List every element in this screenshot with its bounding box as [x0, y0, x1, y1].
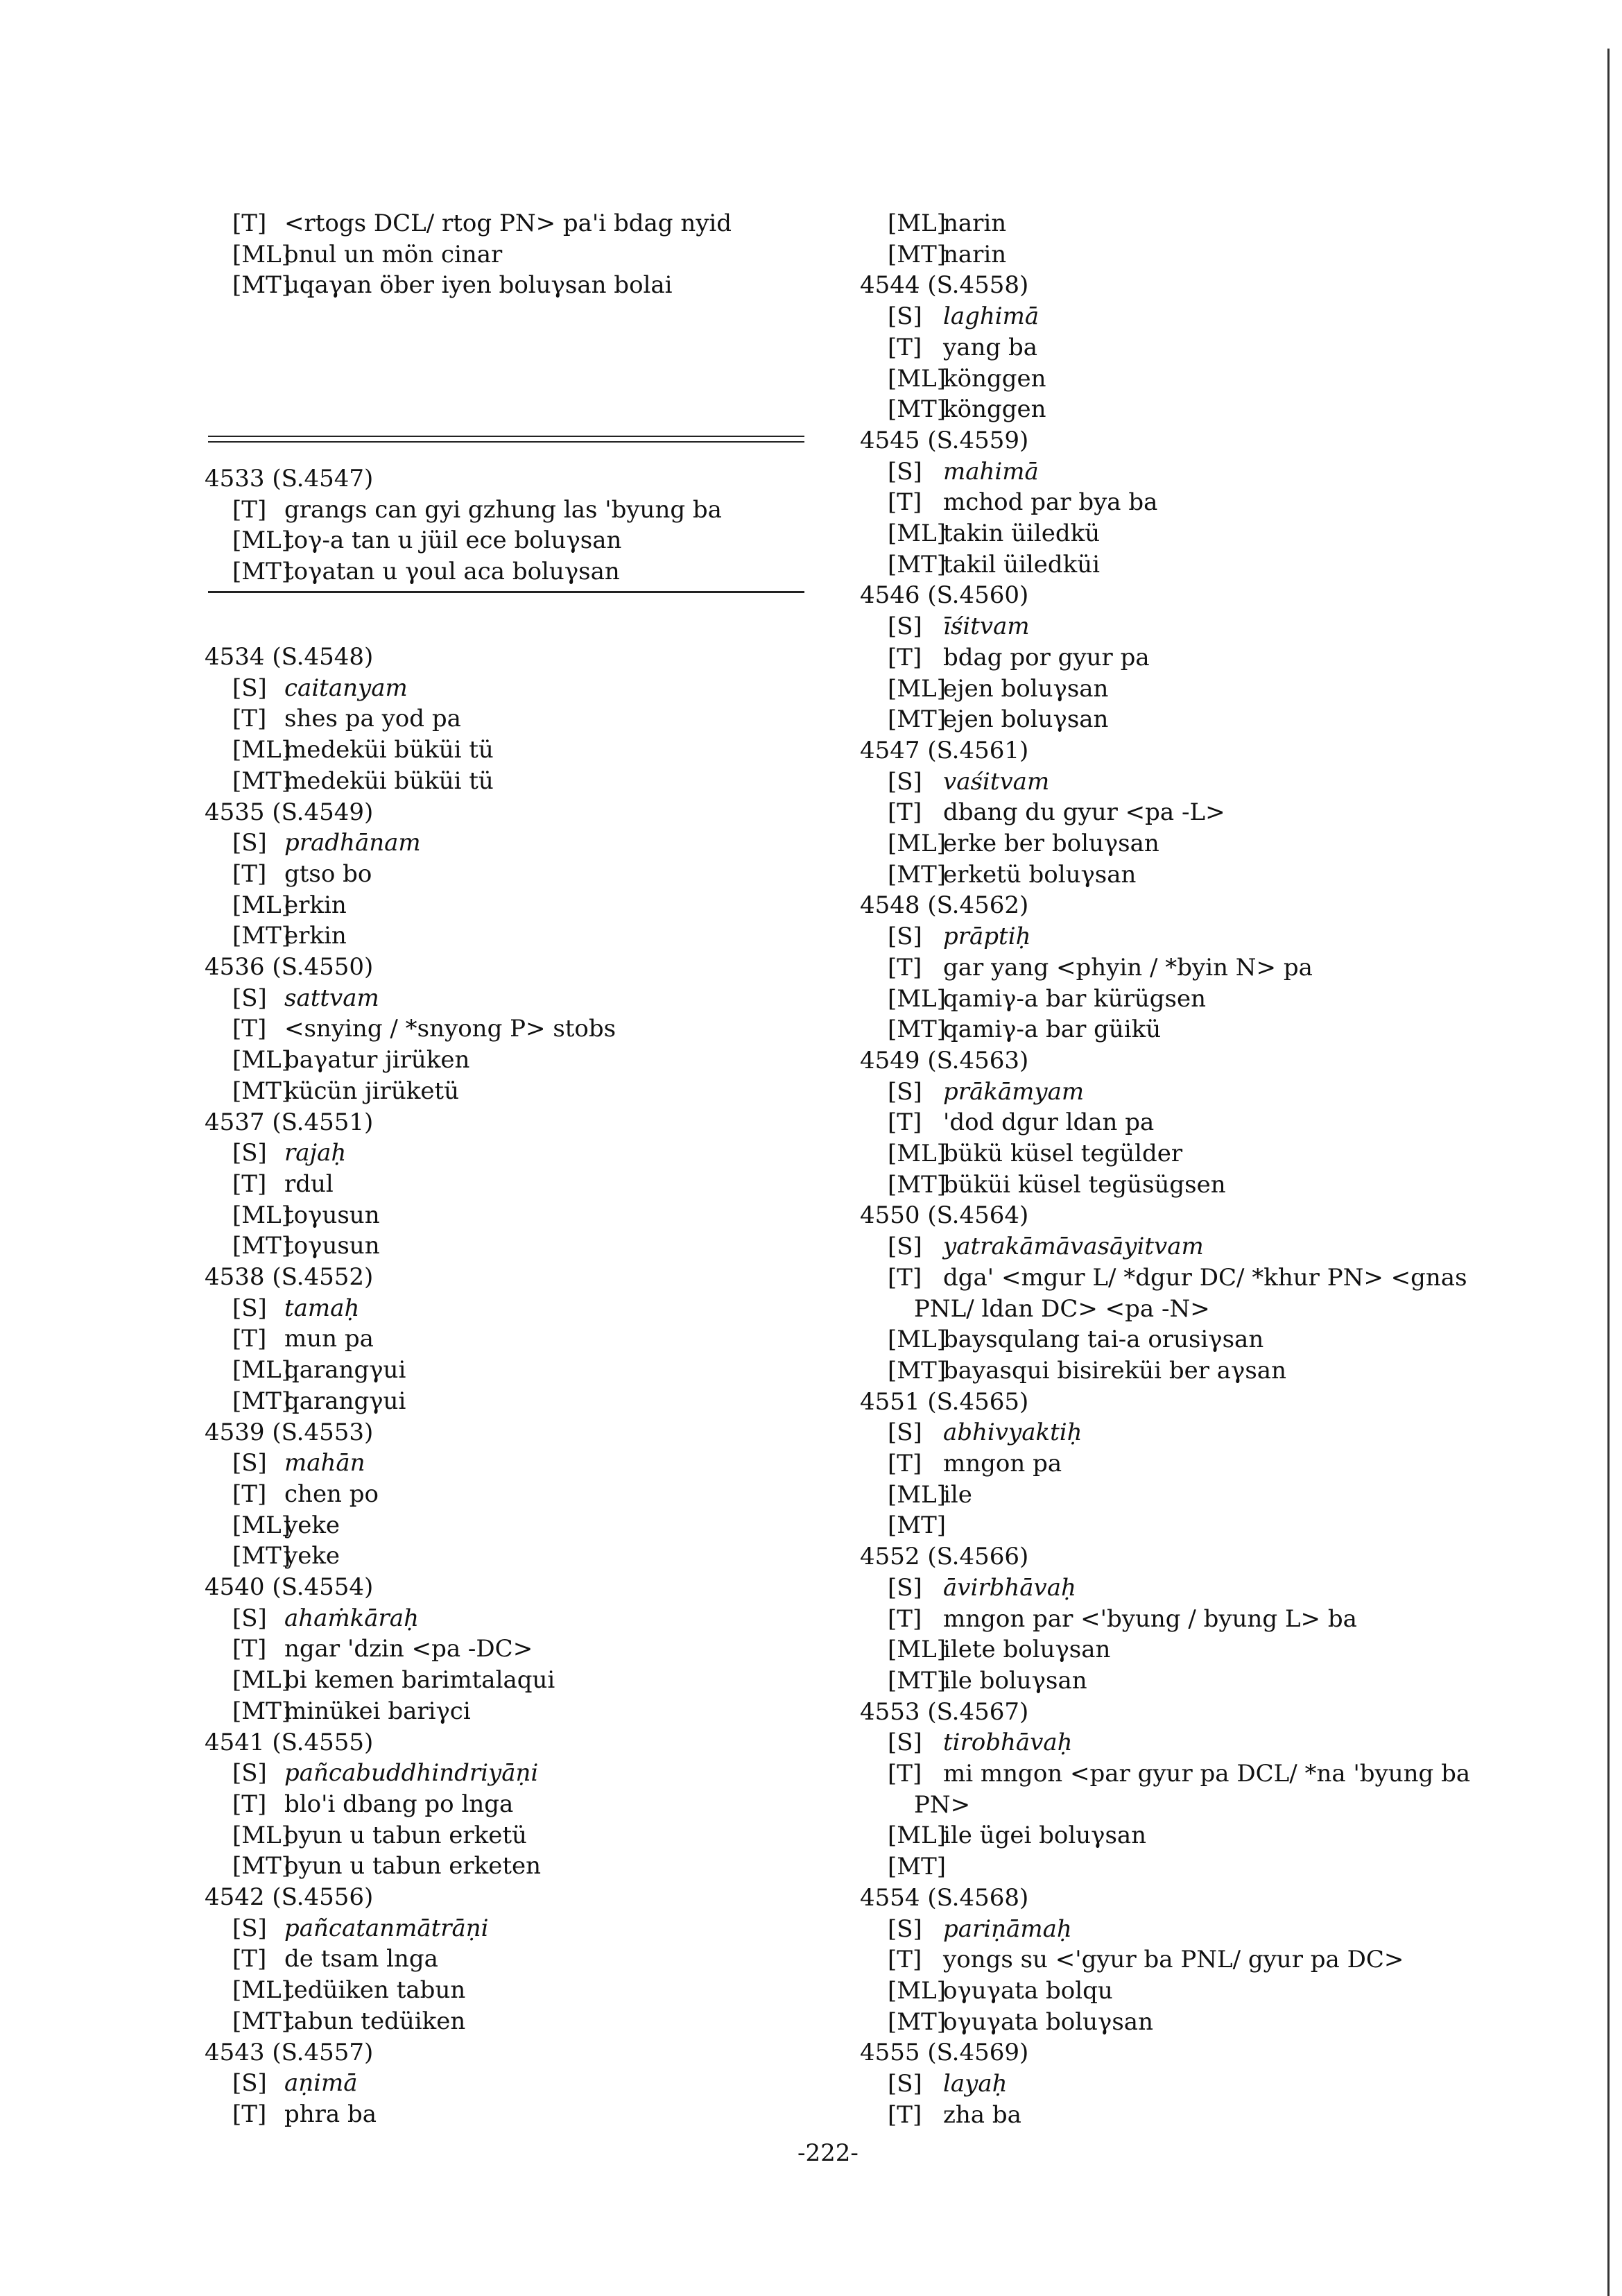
sanskrit-term: abhivyaktiḥ	[943, 1419, 1082, 1447]
field-tag: [MT]	[888, 240, 947, 268]
field-text: qarangγui	[284, 1387, 406, 1415]
field-tag: [T]	[232, 1015, 267, 1043]
field-text: toγatan u γoul aca boluγsan	[284, 558, 620, 586]
rule-divider	[208, 591, 804, 593]
entry-number: 4549 (S.4563)	[860, 1046, 1029, 1074]
field-tag: [MT]	[888, 550, 947, 579]
field-text: mngon par <'byung / byung L> ba	[943, 1604, 1357, 1633]
field-tag: [ML]	[232, 891, 291, 919]
field-text: chen po	[284, 1480, 379, 1508]
field-text: grangs can gyi gzhung las 'byung ba	[284, 495, 722, 524]
field-text: ngar 'dzin <pa -DC>	[284, 1635, 533, 1663]
field-tag: [MT]	[888, 395, 947, 424]
field-text: bdag por gyur pa	[943, 643, 1150, 671]
field-tag: [S]	[888, 923, 922, 951]
entry-continuation: PNL/ ldan DC> <pa -N>	[914, 1294, 1210, 1323]
field-tag: [MT]	[232, 558, 291, 586]
field-text: oγuγata boluγsan	[943, 2007, 1153, 2036]
field-tag: [T]	[888, 1108, 922, 1137]
field-text: shes pa yod pa	[284, 705, 461, 733]
entry-number: 4553 (S.4567)	[860, 1697, 1029, 1726]
sanskrit-term: pañcabuddhindriyāṇi	[284, 1759, 539, 1788]
field-tag: [ML]	[888, 520, 946, 547]
field-tag: [T]	[232, 209, 267, 237]
field-tag: [ML]	[888, 1326, 946, 1354]
entry-number: 4542 (S.4556)	[205, 1883, 374, 1911]
field-tag: [ML]	[232, 1666, 291, 1695]
field-tag: [T]	[232, 705, 267, 733]
field-tag: [ML]	[888, 1636, 946, 1664]
field-tag: [S]	[232, 1914, 267, 1942]
field-text: phra ba	[284, 2100, 377, 2128]
field-text: mngon pa	[943, 1450, 1062, 1477]
field-tag: [ML]	[888, 1822, 946, 1850]
entry-number: 4548 (S.4562)	[860, 891, 1029, 920]
entry-number: 4536 (S.4550)	[205, 953, 374, 981]
sanskrit-term: tirobhāvaḥ	[943, 1729, 1073, 1757]
field-tag: [ML]	[888, 1976, 946, 2005]
field-text: qamiγ-a bar güikü	[943, 1016, 1162, 1044]
field-text: gtso bo	[284, 859, 372, 888]
field-tag: [ML]	[232, 736, 291, 764]
field-text: <rtogs DCL/ rtog PN> pa'i bdag nyid	[284, 209, 732, 237]
field-tag: [S]	[888, 2070, 922, 2098]
field-tag: [ML]	[232, 1821, 291, 1849]
field-tag: [MT]	[888, 1666, 947, 1695]
field-tag: [MT]	[888, 1511, 947, 1540]
sanskrit-term: mahimā	[943, 457, 1039, 486]
field-text: erkin	[284, 891, 347, 919]
field-tag: [T]	[888, 1946, 922, 1974]
entry-number: 4534 (S.4548)	[205, 643, 374, 671]
field-tag: [T]	[888, 1450, 922, 1477]
entry-number: 4552 (S.4566)	[860, 1543, 1029, 1571]
page-number: -222-	[797, 2139, 859, 2167]
field-tag: [S]	[232, 829, 267, 857]
field-tag: [S]	[888, 302, 922, 331]
field-tag: [ML]	[232, 1046, 291, 1074]
field-text: takil üiledküi	[943, 550, 1100, 579]
field-text: büküi küsel tegüsügsen	[943, 1170, 1226, 1199]
field-tag: [MT]	[232, 1077, 291, 1105]
field-text: ejen boluγsan	[943, 674, 1109, 703]
field-tag: [T]	[888, 798, 922, 827]
field-text: yongs su <'gyur ba PNL/ gyur pa DC>	[943, 1946, 1404, 1974]
field-text: bükü küsel tegülder	[943, 1140, 1183, 1167]
field-text: takin üiledkü	[943, 520, 1101, 547]
sanskrit-term: aṇimā	[284, 2069, 358, 2098]
field-text: rdul	[284, 1170, 334, 1198]
field-text: könggen	[943, 364, 1046, 393]
entry-number: 4551 (S.4565)	[860, 1387, 1029, 1416]
field-tag: [S]	[232, 2069, 267, 2098]
entry-number: 4543 (S.4557)	[205, 2038, 374, 2066]
entry-number: 4554 (S.4568)	[860, 1883, 1029, 1912]
sanskrit-term: prāptiḥ	[943, 923, 1031, 951]
field-tag: [ML]	[232, 1976, 291, 2005]
field-tag: [S]	[888, 767, 922, 796]
field-tag: [MT]	[232, 1542, 291, 1570]
field-tag: [ML]	[232, 526, 291, 555]
field-tag: [T]	[888, 1760, 922, 1788]
field-text: ile ügei boluγsan	[943, 1822, 1147, 1850]
field-text: toγ-a tan u jüil ece boluγsan	[284, 526, 622, 555]
field-text: oγuγata bolqu	[943, 1976, 1113, 2005]
field-text: zha ba	[943, 2100, 1021, 2129]
entry-number: 4540 (S.4554)	[205, 1573, 374, 1601]
field-tag: [S]	[232, 1759, 267, 1788]
field-text: qarangγui	[284, 1356, 406, 1385]
double-rule-divider	[208, 436, 804, 443]
field-text: yeke	[284, 1542, 340, 1570]
field-text: ile	[943, 1480, 972, 1509]
field-tag: [MT]	[888, 2007, 947, 2036]
field-tag: [T]	[888, 1263, 922, 1292]
sanskrit-term: tamaḥ	[284, 1294, 360, 1322]
field-text: gar yang <phyin / *byin N> pa	[943, 953, 1313, 982]
field-tag: [S]	[232, 1604, 267, 1632]
field-tag: [ML]	[888, 364, 946, 393]
field-tag: [MT]	[888, 1853, 947, 1881]
field-tag: [T]	[232, 1945, 267, 1973]
field-tag: [ML]	[888, 1480, 946, 1509]
field-text: medeküi büküi tü	[284, 766, 494, 795]
field-tag: [ML]	[888, 674, 946, 703]
field-tag: [S]	[888, 1233, 922, 1261]
sanskrit-term: ahaṁkāraḥ	[284, 1604, 419, 1632]
field-tag: [ML]	[232, 1201, 291, 1229]
field-text: mun pa	[284, 1325, 374, 1353]
field-text: kücün jirüketü	[284, 1077, 459, 1105]
entry-number: 4541 (S.4555)	[205, 1728, 374, 1756]
field-tag: [MT]	[232, 1852, 291, 1881]
field-text: erke ber boluγsan	[943, 830, 1159, 857]
field-tag: [T]	[232, 859, 267, 888]
field-tag: [S]	[232, 1449, 267, 1477]
field-tag: [ML]	[232, 240, 291, 268]
field-tag: [T]	[232, 1325, 267, 1353]
sanskrit-term: yatrakāmāvasāyitvam	[943, 1233, 1204, 1261]
field-tag: [MT]	[888, 705, 947, 734]
field-tag: [T]	[232, 1480, 267, 1508]
entry-number: 4535 (S.4549)	[205, 798, 374, 826]
field-text: toγusun	[284, 1201, 380, 1229]
field-tag: [MT]	[888, 1356, 947, 1385]
sanskrit-term: caitanyam	[284, 674, 408, 702]
field-text: ejen boluγsan	[943, 705, 1109, 734]
sanskrit-term: layaḥ	[943, 2070, 1008, 2098]
field-tag: [T]	[888, 333, 922, 361]
entry-number: 4544 (S.4558)	[860, 271, 1029, 300]
sanskrit-term: pradhānam	[284, 829, 421, 857]
entry-number: 4546 (S.4560)	[860, 581, 1029, 610]
field-text: ile boluγsan	[943, 1666, 1087, 1695]
sanskrit-term: laghimā	[943, 302, 1039, 331]
entry-number: 4547 (S.4561)	[860, 736, 1029, 764]
field-tag: [S]	[888, 457, 922, 486]
entry-continuation: PN>	[914, 1790, 971, 1819]
field-tag: [MT]	[232, 1387, 291, 1415]
field-text: qamiγ-a bar kürügsen	[943, 984, 1207, 1013]
field-text: medeküi büküi tü	[284, 736, 494, 764]
field-tag: [T]	[888, 953, 922, 982]
field-text: de tsam lnga	[284, 1945, 438, 1973]
field-tag: [ML]	[888, 1140, 946, 1167]
field-tag: [MT]	[232, 922, 291, 950]
field-tag: [T]	[232, 495, 267, 524]
field-tag: [S]	[232, 984, 267, 1012]
field-tag: [T]	[888, 488, 922, 517]
field-tag: [S]	[888, 612, 922, 641]
sanskrit-term: prākāmyam	[943, 1077, 1085, 1106]
sanskrit-term: āvirbhāvaḥ	[943, 1573, 1076, 1602]
field-tag: [S]	[888, 1914, 922, 1943]
entry-number: 4545 (S.4559)	[860, 426, 1029, 454]
field-text: tabun tedüiken	[284, 2007, 466, 2035]
field-text: baγatur jirüken	[284, 1046, 470, 1074]
field-tag: [MT]	[232, 1232, 291, 1260]
field-tag: [MT]	[888, 1170, 947, 1199]
field-text: yeke	[284, 1511, 340, 1539]
field-tag: [T]	[888, 1604, 922, 1633]
entry-number: 4550 (S.4564)	[860, 1201, 1029, 1230]
field-text: mi mngon <par gyur pa DCL/ *na 'byung ba	[943, 1760, 1471, 1788]
field-tag: [MT]	[888, 860, 947, 889]
field-text: uqaγan öber iyen boluγsan bolai	[284, 271, 673, 300]
sanskrit-term: vaśitvam	[943, 767, 1050, 796]
field-tag: [ML]	[888, 209, 946, 237]
field-text: mchod par bya ba	[943, 488, 1158, 517]
field-text: <snying / *snyong P> stobs	[284, 1015, 616, 1043]
field-text: 'dod dgur ldan pa	[943, 1108, 1155, 1137]
sanskrit-term: pariṇāmaḥ	[943, 1914, 1072, 1943]
field-tag: [S]	[232, 1294, 267, 1322]
field-text: bayasqui bisireküi ber aγsan	[943, 1356, 1286, 1385]
sanskrit-term: rajaḥ	[284, 1139, 347, 1167]
field-text: dga' <mgur L/ *dgur DC/ *khur PN> <gnas	[943, 1263, 1467, 1292]
field-tag: [ML]	[888, 830, 946, 857]
field-tag: [T]	[888, 643, 922, 671]
field-text: erketü boluγsan	[943, 860, 1137, 889]
sanskrit-term: mahān	[284, 1449, 365, 1477]
sanskrit-term: īśitvam	[943, 612, 1030, 641]
field-text: bi kemen barimtalaqui	[284, 1666, 555, 1695]
field-text: narin	[943, 240, 1007, 268]
sanskrit-term: pañcatanmātrāṇi	[284, 1914, 489, 1942]
field-tag: [MT]	[888, 1016, 947, 1044]
entry-number: 4538 (S.4552)	[205, 1263, 374, 1291]
field-tag: [MT]	[232, 766, 291, 795]
entry-number: 4537 (S.4551)	[205, 1108, 374, 1136]
field-text: baysqulang tai-a orusiγsan	[943, 1326, 1264, 1354]
field-tag: [T]	[232, 1170, 267, 1198]
field-tag: [ML]	[888, 984, 946, 1013]
field-tag: [S]	[888, 1419, 922, 1447]
field-text: könggen	[943, 395, 1046, 424]
field-text: oyun u tabun erketen	[284, 1852, 542, 1881]
field-text: minükei bariγci	[284, 1697, 471, 1725]
field-tag: [S]	[232, 674, 267, 702]
sanskrit-term: sattvam	[284, 984, 379, 1012]
field-text: erkin	[284, 922, 347, 950]
entry-number: 4555 (S.4569)	[860, 2039, 1029, 2067]
field-text: toγusun	[284, 1232, 380, 1260]
field-tag: [ML]	[232, 1356, 291, 1385]
field-tag: [S]	[888, 1729, 922, 1757]
field-text: oyun u tabun erketü	[284, 1821, 527, 1849]
field-tag: [S]	[232, 1139, 267, 1167]
field-tag: [MT]	[232, 1697, 291, 1725]
entry-number: 4533 (S.4547)	[205, 465, 374, 492]
field-tag: [T]	[232, 1635, 267, 1663]
page-edge-line	[1607, 49, 1610, 2296]
field-text: yang ba	[943, 333, 1037, 361]
field-tag: [T]	[232, 1790, 267, 1818]
field-tag: [ML]	[232, 1511, 291, 1539]
entry-number: 4539 (S.4553)	[205, 1418, 374, 1446]
field-tag: [T]	[232, 2100, 267, 2128]
field-tag: [T]	[888, 2100, 922, 2129]
field-text: tedüiken tabun	[284, 1976, 466, 2005]
field-text: narin	[943, 209, 1007, 237]
field-tag: [S]	[888, 1077, 922, 1106]
field-tag: [S]	[888, 1573, 922, 1602]
field-text: ilete boluγsan	[943, 1636, 1111, 1664]
field-text: blo'i dbang po lnga	[284, 1790, 514, 1818]
field-tag: [MT]	[232, 2007, 291, 2035]
field-text: onul un mön cinar	[284, 240, 503, 268]
field-tag: [MT]	[232, 271, 291, 300]
field-text: dbang du gyur <pa -L>	[943, 798, 1225, 827]
